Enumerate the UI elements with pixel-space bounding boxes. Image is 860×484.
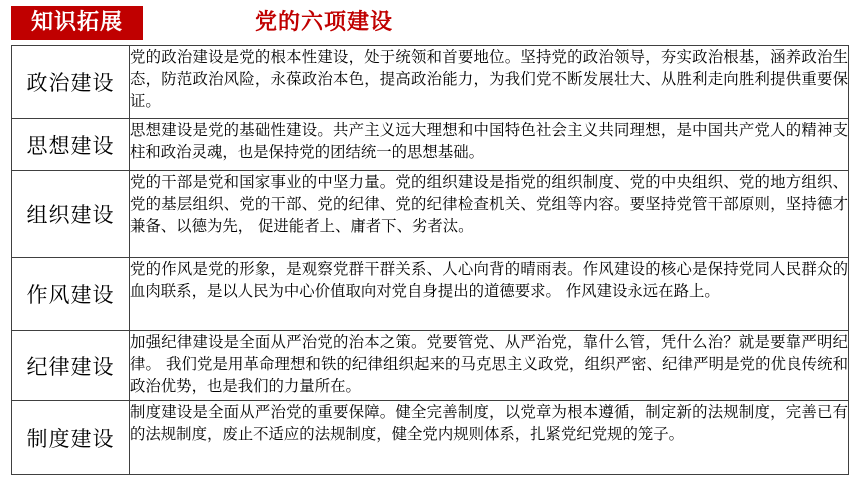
row-description: 加强纪律建设是全面从严治党的治本之策。党要管党、从严治党，靠什么管，凭什么治？就是要靠严明纪律。 我们党是用革命理想和铁的纪律组织起来的马克思主义政党，组织严密、纪律严明是党的优良传统和政治优势，也是我们的力量所在。 bbox=[130, 331, 849, 401]
construction-table bbox=[11, 45, 849, 475]
table-row bbox=[12, 119, 849, 171]
page-title: 党的六项建设 bbox=[255, 10, 394, 35]
row-heading: 制度建设 bbox=[12, 401, 130, 475]
row-description: 党的干部是党和国家事业的中坚力量。党的组织建设是指党的组织制度、党的中央组织、党的地方组织、党的基层组织、党的干部、党的纪律、党的纪律检查机关、党组等内容。要坚持党管干部原则，坚持德才兼备、以德为先， 促进能者上、庸者下、劣者汰。 bbox=[130, 171, 849, 258]
row-heading: 组织建设 bbox=[12, 171, 130, 258]
row-description: 党的作风是党的形象，是观察党群干群关系、人心向背的晴雨表。作风建设的核心是保持党同人民群众的血肉联系，是以人民为中心价值取向对党自身提出的道德要求。 作风建设永远在路上。 bbox=[130, 258, 849, 331]
table-row bbox=[12, 331, 849, 401]
row-description: 党的政治建设是党的根本性建设，处于统领和首要地位。坚持党的政治领导，夯实政治根基，涵养政治生态，防范政治风险，永葆政治本色，提高政治能力，为我们党不断发展壮大、从胜利走向胜利提供重要保证。 bbox=[130, 46, 849, 119]
table-row bbox=[12, 171, 849, 258]
row-heading: 作风建设 bbox=[12, 258, 130, 331]
table-row bbox=[12, 258, 849, 331]
row-heading: 纪律建设 bbox=[12, 331, 130, 401]
table-row bbox=[12, 46, 849, 119]
row-heading: 思想建设 bbox=[12, 119, 130, 171]
row-description: 思想建设是党的基础性建设。共产主义远大理想和中国特色社会主义共同理想，是中国共产党人的精神支柱和政治灵魂，也是保持党的团结统一的思想基础。 bbox=[130, 119, 849, 171]
knowledge-badge: 知识拓展 bbox=[11, 6, 143, 40]
row-description: 制度建设是全面从严治党的重要保障。健全完善制度，以党章为根本遵循，制定新的法规制度，完善已有的法规制度，废止不适应的法规制度，健全党内规则体系，扎紧党纪党规的笼子。 bbox=[130, 401, 849, 475]
row-heading: 政治建设 bbox=[12, 46, 130, 119]
table-row bbox=[12, 401, 849, 475]
